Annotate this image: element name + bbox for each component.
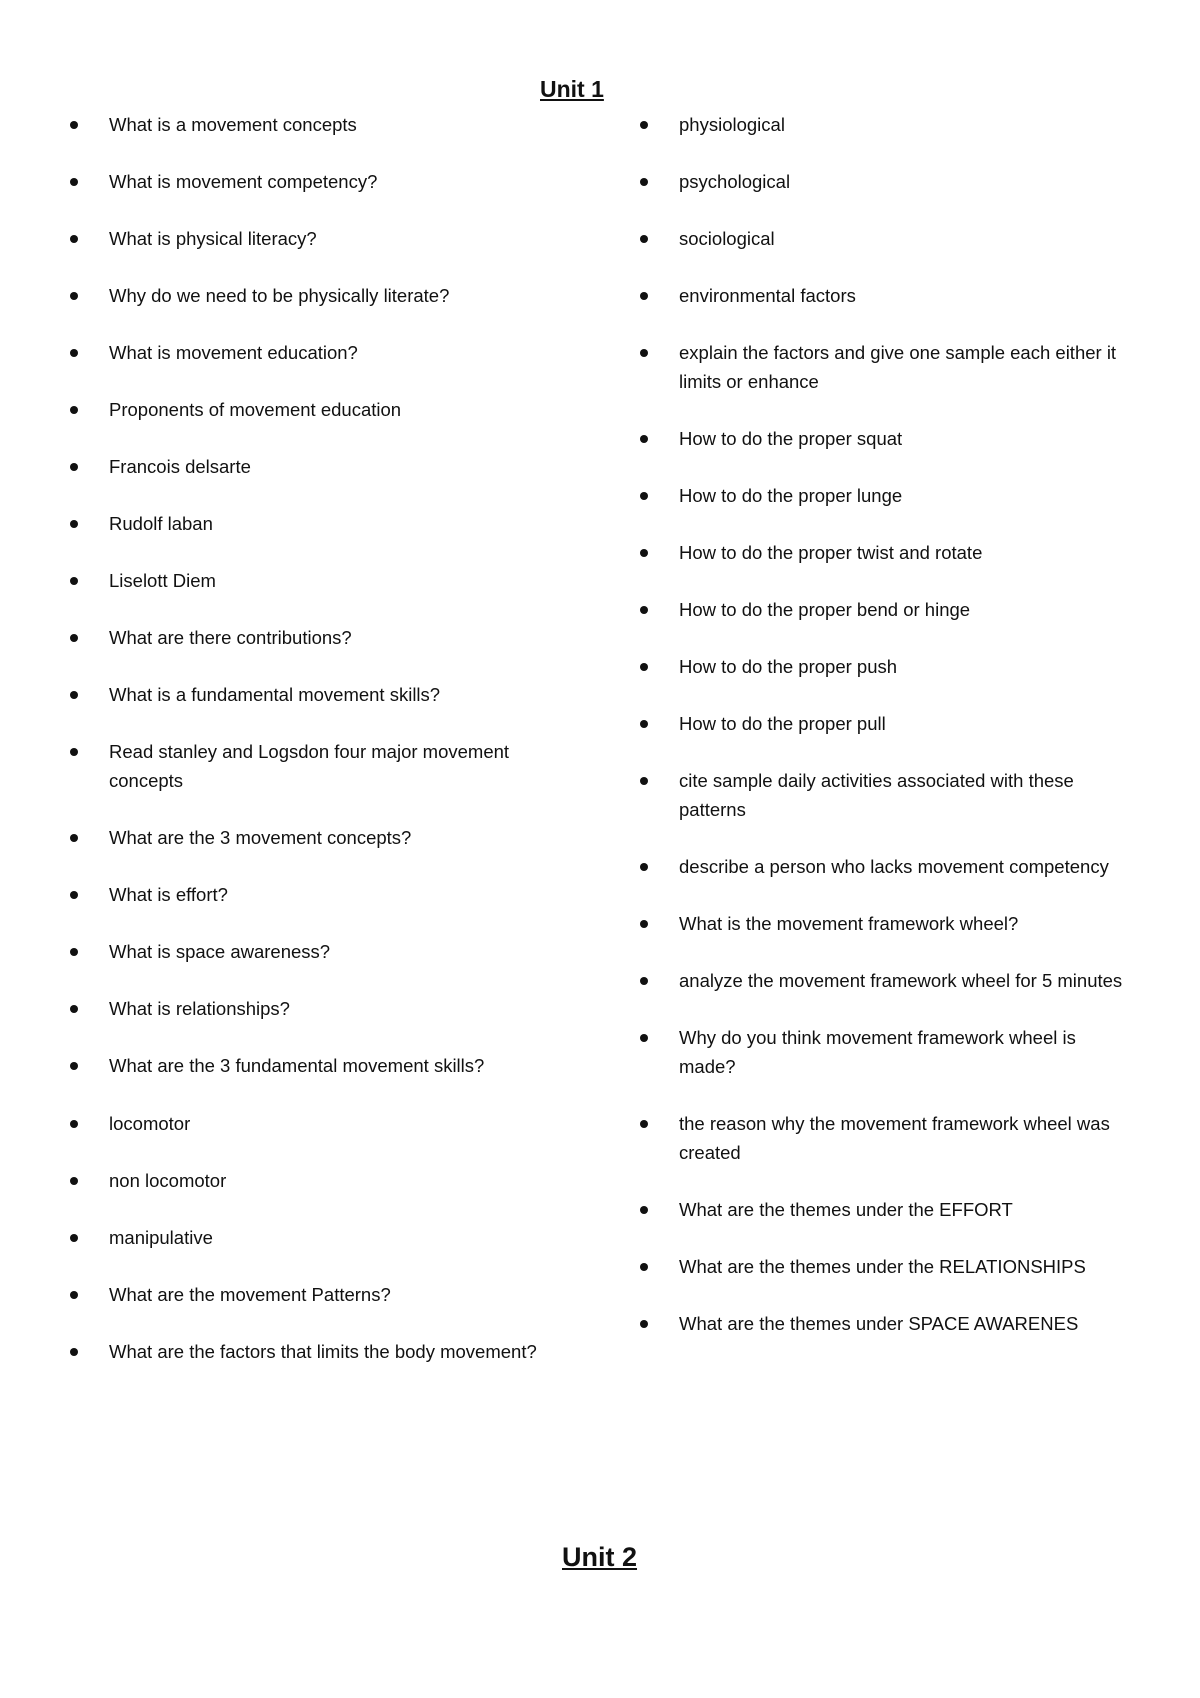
bullet-icon — [640, 663, 648, 671]
list-item: What is movement competency? — [64, 167, 564, 196]
bullet-icon — [640, 1263, 648, 1271]
bullet-icon — [70, 1062, 78, 1070]
bullet-icon — [70, 463, 78, 471]
list-item: What is effort? — [64, 880, 564, 909]
list-item: manipulative — [64, 1223, 564, 1252]
list-item: non locomotor — [64, 1166, 564, 1195]
bullet-icon — [640, 777, 648, 785]
bullet-icon — [70, 1005, 78, 1013]
bullet-icon — [70, 235, 78, 243]
list-item: Why do you think movement framework wheel is made? — [634, 1023, 1134, 1081]
list-item: Francois delsarte — [64, 452, 564, 481]
list-item: What is physical literacy? — [64, 224, 564, 253]
bullet-icon — [70, 948, 78, 956]
list-item: What are the 3 movement concepts? — [64, 823, 564, 852]
bullet-icon — [70, 121, 78, 129]
list-item: What is the movement framework wheel? — [634, 909, 1134, 938]
bullet-icon — [70, 577, 78, 585]
bullet-icon — [640, 435, 648, 443]
list-item: explain the factors and give one sample each either it limits or enhance — [634, 338, 1134, 396]
bullet-icon — [70, 891, 78, 899]
bullet-icon — [70, 1348, 78, 1356]
list-item: What is a movement concepts — [64, 110, 564, 139]
list-item: locomotor — [64, 1109, 564, 1138]
list-item: sociological — [634, 224, 1134, 253]
list-item: psychological — [634, 167, 1134, 196]
list-item: How to do the proper pull — [634, 709, 1134, 738]
bullet-icon — [70, 292, 78, 300]
bullet-icon — [640, 1034, 648, 1042]
left-column-list — [64, 110, 564, 1394]
list-item: Rudolf laban — [64, 509, 564, 538]
list-item: Proponents of movement education — [64, 395, 564, 424]
list-item: What is a fundamental movement skills? — [64, 680, 564, 709]
unit-2-heading: Unit 2 — [562, 1542, 638, 1572]
list-item: What are the themes under the RELATIONSHIPS — [634, 1252, 1134, 1281]
bullet-icon — [70, 1177, 78, 1185]
list-item: physiological — [634, 110, 1134, 139]
list-item: What are the factors that limits the body movement? — [64, 1337, 564, 1366]
bullet-icon — [640, 1206, 648, 1214]
list-item: How to do the proper bend or hinge — [634, 595, 1134, 624]
list-item: cite sample daily activities associated with these patterns — [634, 766, 1134, 824]
bullet-icon — [640, 920, 648, 928]
bullet-icon — [70, 748, 78, 756]
list-item: How to do the proper lunge — [634, 481, 1134, 510]
unit-1-heading: Unit 1 — [540, 76, 604, 102]
list-item: Liselott Diem — [64, 566, 564, 595]
bullet-icon — [640, 492, 648, 500]
list-item: How to do the proper twist and rotate — [634, 538, 1134, 567]
list-item: What are the themes under the EFFORT — [634, 1195, 1134, 1224]
list-item: What are the 3 fundamental movement skills? — [64, 1051, 564, 1080]
list-item: What is movement education? — [64, 338, 564, 367]
bullet-icon — [70, 349, 78, 357]
bullet-icon — [70, 1234, 78, 1242]
list-item: How to do the proper squat — [634, 424, 1134, 453]
bullet-icon — [640, 1120, 648, 1128]
bullet-icon — [70, 834, 78, 842]
bullet-icon — [70, 1291, 78, 1299]
bullet-icon — [70, 634, 78, 642]
bullet-icon — [640, 121, 648, 129]
bullet-icon — [640, 178, 648, 186]
list-item: the reason why the movement framework wheel was created — [634, 1109, 1134, 1167]
bullet-icon — [70, 406, 78, 414]
list-item: environmental factors — [634, 281, 1134, 310]
bullet-icon — [640, 235, 648, 243]
bullet-icon — [70, 691, 78, 699]
list-item: describe a person who lacks movement competency — [634, 852, 1134, 881]
bullet-icon — [640, 1320, 648, 1328]
list-item: What is relationships? — [64, 994, 564, 1023]
list-item: What is space awareness? — [64, 937, 564, 966]
list-item: What are the themes under SPACE AWARENES — [634, 1309, 1134, 1338]
bullet-icon — [640, 349, 648, 357]
bullet-icon — [640, 720, 648, 728]
bullet-icon — [640, 292, 648, 300]
list-item: What are the movement Patterns? — [64, 1280, 564, 1309]
list-item: How to do the proper push — [634, 652, 1134, 681]
bullet-icon — [70, 1120, 78, 1128]
list-item: analyze the movement framework wheel for 5 minutes — [634, 966, 1134, 995]
bullet-icon — [640, 863, 648, 871]
bullet-icon — [640, 977, 648, 985]
right-column-list — [634, 110, 1134, 1366]
list-item: Read stanley and Logsdon four major movement concepts — [64, 737, 564, 795]
bullet-icon — [70, 520, 78, 528]
list-item: What are there contributions? — [64, 623, 564, 652]
list-item: Why do we need to be physically literate? — [64, 281, 564, 310]
bullet-icon — [70, 178, 78, 186]
bullet-icon — [640, 549, 648, 557]
bullet-icon — [640, 606, 648, 614]
